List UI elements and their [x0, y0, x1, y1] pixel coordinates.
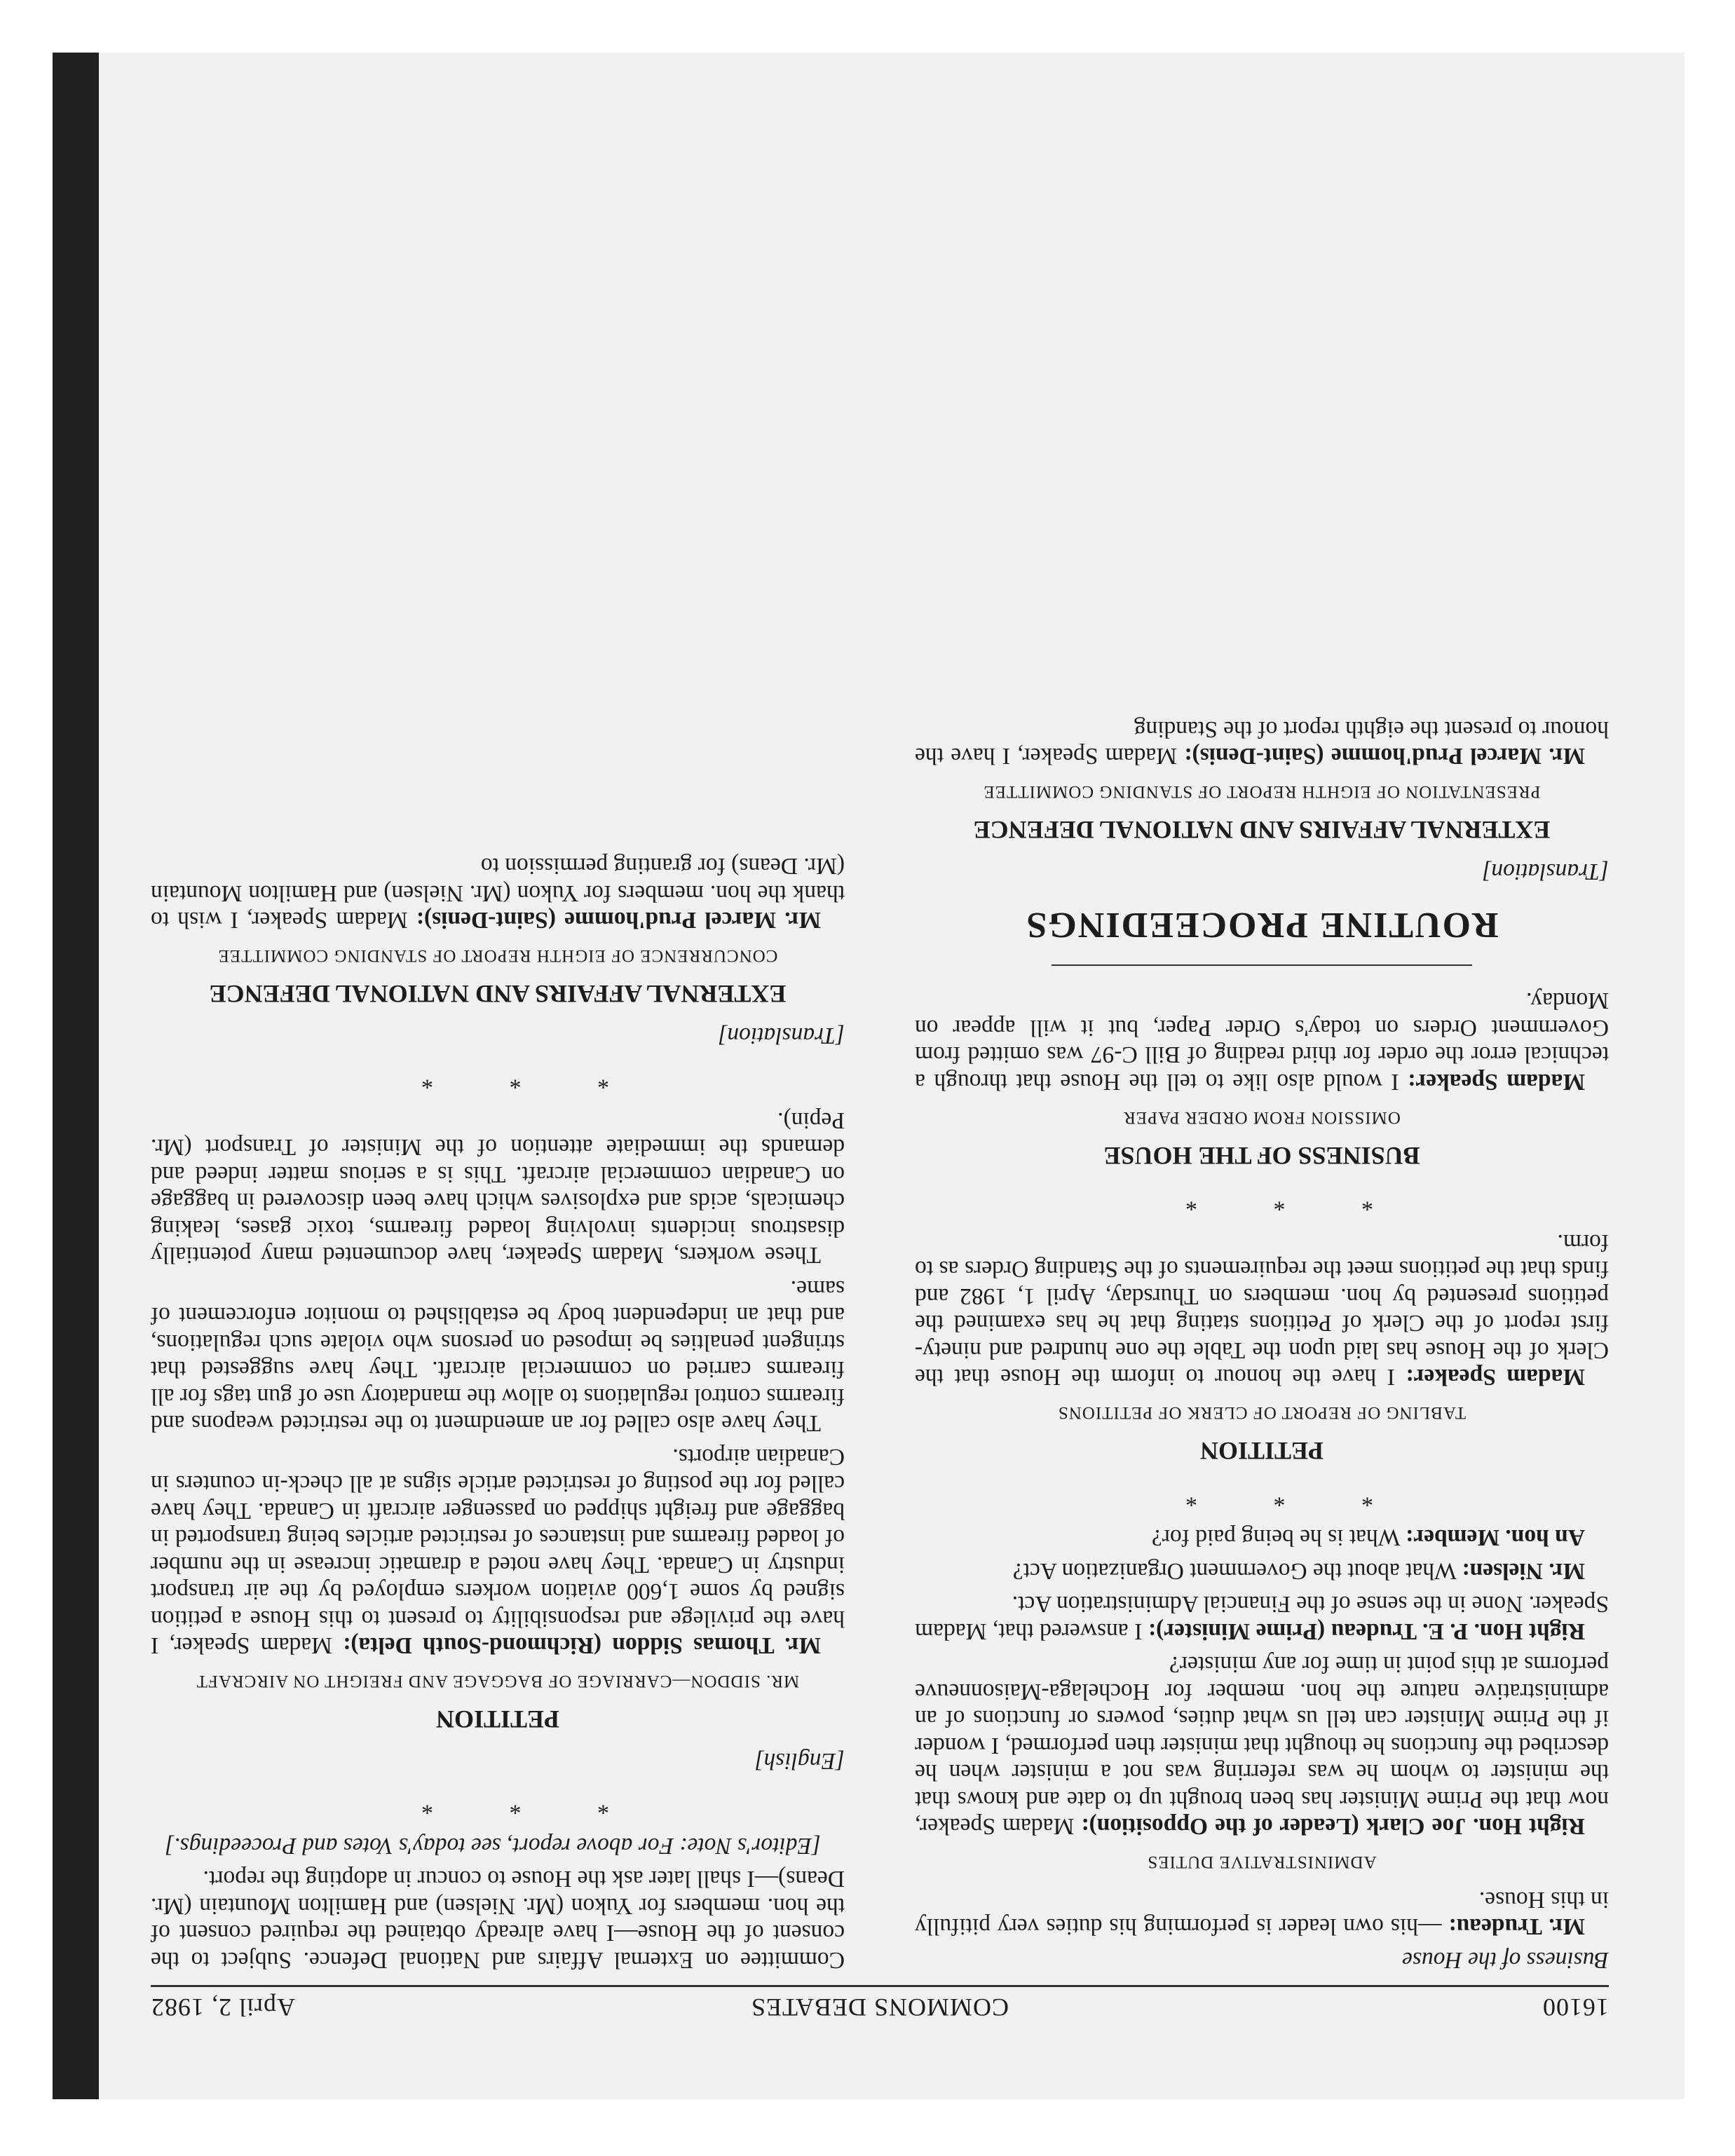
section-heading: EXTERNAL AFFAIRS AND NATIONAL DEFENCE: [209, 980, 787, 1009]
speaker-name: Mr. Trudeau:: [1448, 1913, 1585, 1940]
speaker-name: An hon. Member:: [1406, 1524, 1585, 1551]
speech-text: —his own leader is performing his duties very pitifully in this House.: [915, 1887, 1609, 1940]
section-separator: * * *: [1150, 1189, 1373, 1216]
language-marker: [English]: [754, 1748, 845, 1774]
section-heading: PETITION: [1199, 1437, 1324, 1466]
section-heading: EXTERNAL AFFAIRS AND NATIONAL DEFENCE: [973, 816, 1551, 845]
language-marker: [Translation]: [718, 1023, 845, 1049]
printed-page-upside-down: [151, 144, 1609, 2022]
page-header: [151, 1994, 1609, 2022]
speaker-name: Right Hon. Joe Clark (Leader of the Opposition):: [1081, 1813, 1585, 1840]
language-marker: [Translation]: [1482, 859, 1609, 885]
speaker-name: Mr. Thomas Siddon (Richmond-South Delta):: [343, 1632, 821, 1659]
section-divider: [1052, 964, 1472, 966]
section-subheading: OMISSION FROM ORDER PAPER: [1123, 1108, 1401, 1127]
speech-text: I answered that, Madam Speaker. None in the sense of the Financial Administration Act.: [915, 1591, 1609, 1644]
editors-note: [Editor's Note: For above report, see today's Votes and Proceedings.]: [165, 1833, 821, 1859]
speaker-name: Mr. Marcel Prud'homme (Saint-Denis):: [416, 907, 821, 934]
speech-text: Madam Speaker, I wish to thank the hon. members for Yukon (Mr. Nielsen) and Hamilton Mountain (Mr. Deans) for granting permission to: [151, 853, 845, 934]
right-column: [151, 846, 845, 1973]
speaker-name: Mr. Nielsen:: [1462, 1558, 1585, 1584]
section-subheading: TABLING OF REPORT OF CLERK OF PETITIONS: [1057, 1403, 1467, 1423]
speech-paragraph: [915, 1557, 1609, 1585]
running-head: Business of the House: [1402, 1947, 1609, 1973]
speech-paragraph: [915, 1524, 1609, 1551]
speech-text: What is he being paid for?: [1151, 1524, 1406, 1551]
speech-text: Madam Speaker, I have the honour to present the eighth report of the Standing: [915, 716, 1609, 770]
speech-paragraph: [915, 987, 1609, 1095]
section-subheading: PRESENTATION OF EIGHTH REPORT OF STANDING COMMITTEE: [983, 782, 1541, 802]
speech-paragraph: [915, 716, 1609, 770]
speech-paragraph: [915, 1590, 1609, 1644]
speaker-name: Madam Speaker:: [1406, 1364, 1585, 1391]
issue-date: April 2, 1982: [151, 1993, 295, 2021]
section-subheading: MR. SIDDON—CARRIAGE OF BAGGAGE AND FREIGHT ON AIRCRAFT: [196, 1672, 800, 1691]
section-heading: PETITION: [435, 1705, 560, 1734]
major-heading: ROUTINE PROCEEDINGS: [1025, 905, 1499, 945]
speech-paragraph: [151, 852, 845, 934]
speech-text: I have the honour to inform the House that the Clerk of the House has laid upon the Table the one hundred and ninety-first report of the Clerk of Petitions stating that he has examined the petitions presented by hon. members on Thursday, April 1, 1982 and finds that the petitions meet the requirements of the Standing Orders as to form.: [915, 1229, 1609, 1391]
binding-edge: [53, 53, 99, 2099]
speech-paragraph: These workers, Madam Speaker, have documented many potentially disastrous incidents involving loaded firearms, toxic gases, leaking chemicals, acids and explosives which have been discovered in baggage on Canadian commercial aircraft. This is a serious matter indeed and demands the immediate attention of the Minister of Transport (Mr. Pepin).: [151, 1107, 845, 1269]
speech-text: I would also like to tell the House that through a technical error the order for third reading of Bill C-97 was omitted from Government Orders on today's Order Paper, but it will appear on Monday.: [914, 988, 1609, 1095]
speech-paragraph: [915, 1651, 1609, 1840]
left-column: [915, 709, 1609, 1974]
speaker-name: Mr. Marcel Prud'homme (Saint-Denis):: [1184, 743, 1585, 770]
speaker-name: Right Hon. P. E. Trudeau (Prime Minister):: [1148, 1618, 1585, 1644]
speech-text: What about the Government Organization Act?: [1012, 1558, 1462, 1584]
speaker-name: Madam Speaker:: [1408, 1069, 1585, 1095]
speech-text: Madam Speaker, now that the Prime Minister has been brought up to date and knows that the minister to whom he was referring was not a minister when he described the functions he thought that minister then performed, I wonder if the Prime Minister can tell us what duties, powers or functions of an administrative nature the hon. member for Hochelaga-Maisonneuve performs at this point in time for any minister?: [914, 1651, 1609, 1840]
speech-paragraph: [915, 1886, 1609, 1940]
section-separator: * * *: [1150, 1485, 1373, 1511]
speech-paragraph: [151, 1443, 845, 1659]
page-number: 16100: [1542, 1993, 1609, 2021]
publication-title: COMMONS DEBATES: [750, 1993, 1009, 2021]
speech-paragraph: Committee on External Affairs and National Defence. Subject to the consent of the House—I have already obtained the required consent of the hon. members for Yukon (Mr. Nielsen) and Hamilton Mountain (Mr. Deans)—I shall later ask the House to concur in adopting the report.: [151, 1866, 845, 1973]
speech-paragraph: They have also called for an amendment to the restricted weapons and firearms control regulations to allow the mandatory use of gun tags for all firearms carried on commercial aircraft. They have suggested that stringent penalties be imposed on persons who violate such regulations, and that an independent body be established to monitor enforcement of same.: [151, 1276, 845, 1437]
section-subheading: ADMINISTRATIVE DUTIES: [1147, 1853, 1377, 1872]
header-rule: [151, 1985, 1609, 1987]
section-subheading: CONCURRENCE OF EIGHTH REPORT OF STANDING COMMITTEE: [217, 946, 778, 966]
section-separator: * * *: [386, 1793, 609, 1820]
speech-paragraph: [915, 1229, 1609, 1391]
section-heading: BUSINESS OF THE HOUSE: [1103, 1142, 1420, 1170]
speech-text: Madam Speaker, I have the privilege and responsibility to present to this House a petition signed by some 1,600 aviation workers employed by the air transport industry in Canada. They have noted a dramatic increase in the number of loaded firearms and instances of restricted articles being transported in baggage and freight shipped on passenger aircraft in Canada. They have called for the posting of restricted article signs at all check-in counters in Canadian airports.: [150, 1444, 845, 1659]
section-separator: * * *: [386, 1067, 609, 1094]
